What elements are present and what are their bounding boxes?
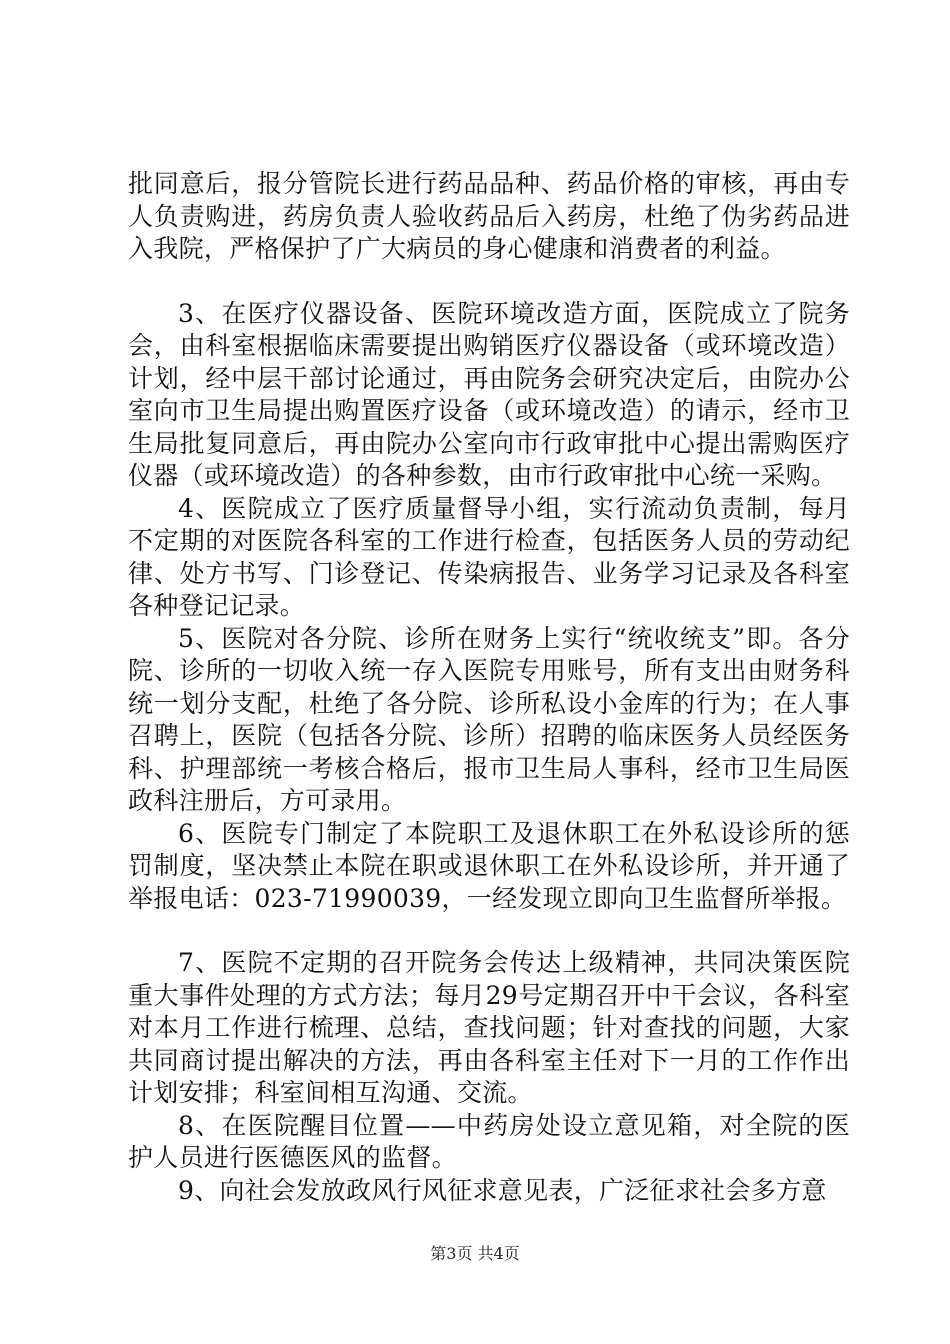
paragraph-item-6: 6、医院专门制定了本院职工及退休职工在外私设诊所的惩罚制度，坚决禁止本院在职或退休职工在外私设诊所，并开通了举报电话：023-71990039，一经发现立即向卫生监督所举报。: [128, 818, 850, 913]
paragraph-item-7: 7、医院不定期的召开院务会传达上级精神，共同决策医院重大事件处理的方式方法；每月29号定期召开中干会议，各科室对本月工作进行梳理、总结，查找问题；针对查找的问题，大家共同商讨提出解决的方法，再由各科室主任对下一月的工作作出计划安排；科室间相互沟通、交流。: [128, 948, 850, 1107]
paragraph-item-3: 3、在医疗仪器设备、医院环境改造方面，医院成立了院务会，由科室根据临床需要提出购销医疗仪器设备（或环境改造）计划，经中层干部讨论通过，再由院务会研究决定后，由院办公室向市卫生局提出购置医疗设备（或环境改造）的请示，经市卫生局批复同意后，再由院办公室向市行政审批中心提出需购医疗仪器（或环境改造）的各种参数，由市行政审批中心统一采购。: [128, 298, 850, 490]
paragraph-item-4: 4、医院成立了医疗质量督导小组，实行流动负责制，每月不定期的对医院各科室的工作进行检查，包括医务人员的劳动纪律、处方书写、门诊登记、传染病报告、业务学习记录及各科室各种登记记录。: [128, 493, 850, 620]
paragraph-item-9: 9、向社会发放政风行风征求意见表，广泛征求社会多方意: [178, 1175, 827, 1205]
paragraph-item-8: 8、在医院醒目位置——中药房处设立意见箱，对全院的医护人员进行医德医风的监督。: [128, 1110, 850, 1172]
document-body: [128, 168, 850, 1207]
page-number-footer: 第3页 共4页: [430, 1244, 520, 1263]
paragraph-item-5: 5、医院对各分院、诊所在财务上实行“统收统支”即。各分院、诊所的一切收入统一存入医院专用账号，所有支出由财务科统一划分支配，杜绝了各分院、诊所私设小金库的行为；在人事召聘上，医院（包括各分院、诊所）招聘的临床医务人员经医务科、护理部统一考核合格后，报市卫生局人事科，经市卫生局医政科注册后，方可录用。: [128, 623, 850, 815]
paragraph-continuation: 批同意后，报分管院长进行药品品种、药品价格的审核，再由专人负责购进，药房负责人验收药品后入药房，杜绝了伪劣药品进入我院，严格保护了广大病员的身心健康和消费者的利益。: [128, 169, 850, 263]
